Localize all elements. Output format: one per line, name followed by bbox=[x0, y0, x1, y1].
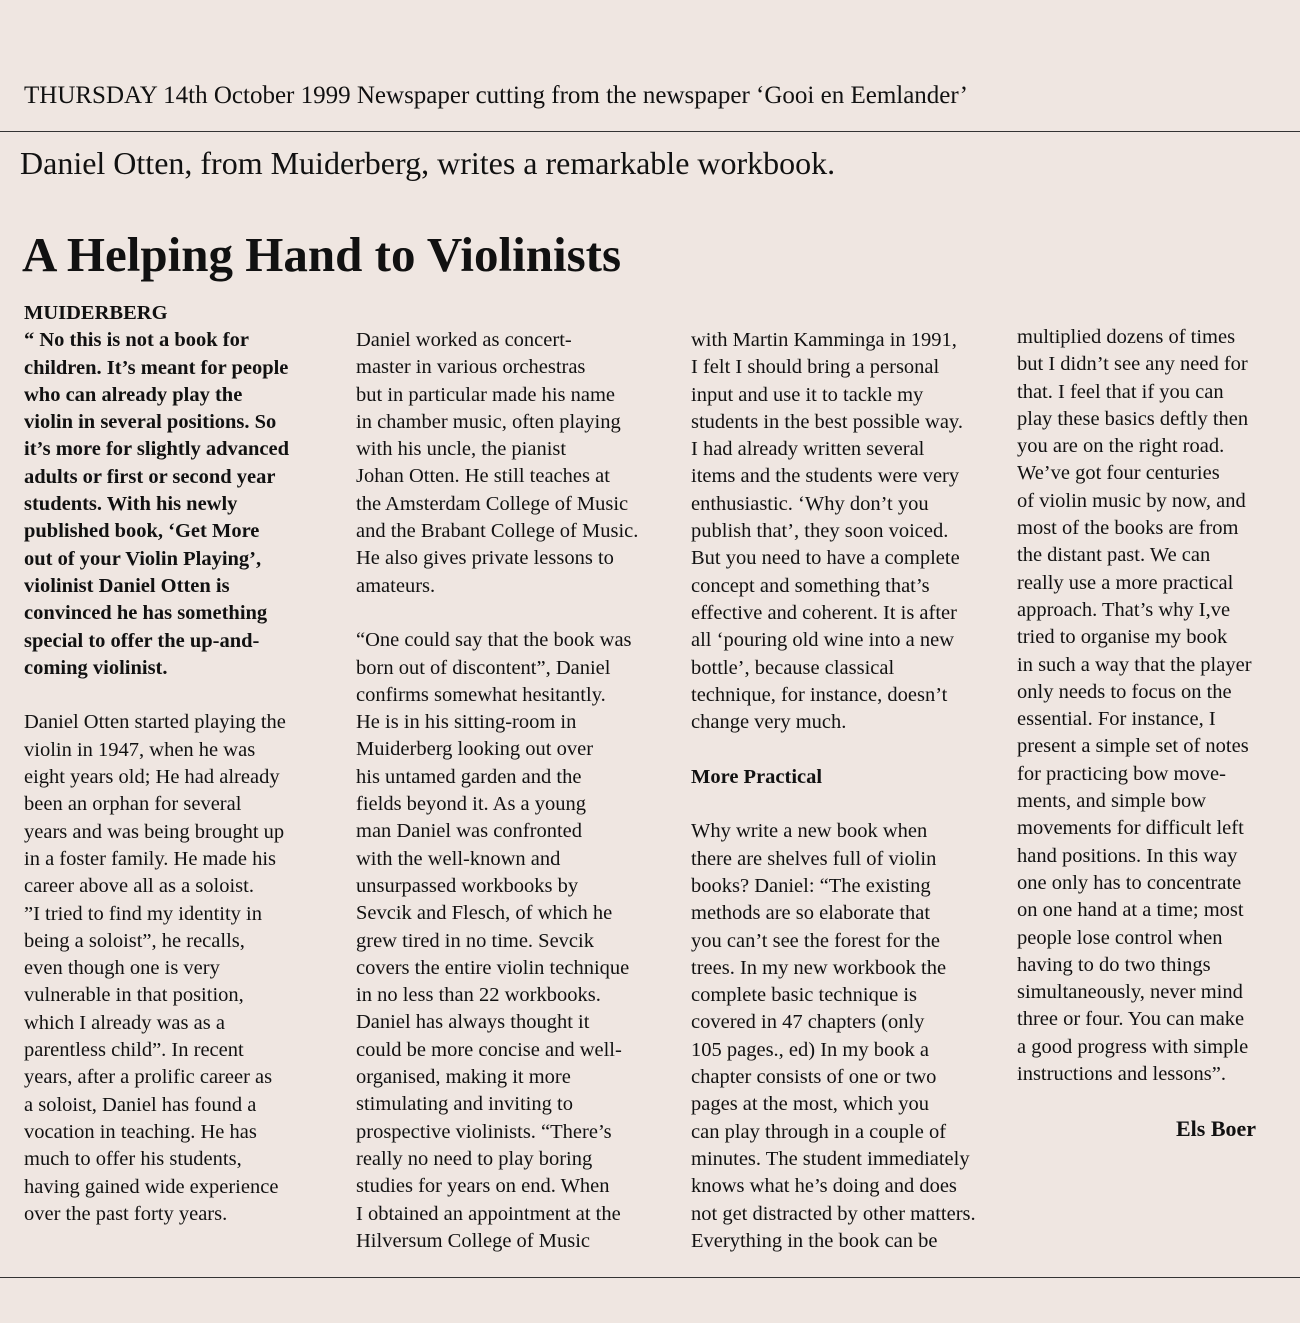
text-line: covered in 47 chapters (only bbox=[691, 1011, 925, 1034]
text-line: the distant past. We can bbox=[1017, 544, 1211, 567]
bold-text-line: More Practical bbox=[691, 765, 823, 788]
text-line: enthusiastic. ‘Why don’t you bbox=[691, 492, 929, 515]
text-line: Hilversum College of Music bbox=[356, 1229, 591, 1252]
text-line: vocation in teaching. He has bbox=[24, 1120, 257, 1143]
text-line: in a foster family. He made his bbox=[24, 847, 276, 870]
bold-text-line: violinist Daniel Otten is bbox=[24, 574, 230, 597]
text-line: essential. For instance, I bbox=[1017, 708, 1216, 731]
bold-text-line: published book, ‘Get More bbox=[24, 520, 260, 543]
text-line: amateurs. bbox=[356, 574, 436, 597]
text-line: Daniel Otten started playing the bbox=[24, 711, 286, 734]
text-line: We’ve got four centuries bbox=[1017, 462, 1220, 485]
text-line: 105 pages., ed) In my book a bbox=[691, 1038, 929, 1061]
paragraph-gap bbox=[356, 600, 638, 627]
text-line: Daniel worked as concert- bbox=[356, 329, 572, 351]
text-line: effective and coherent. It is after bbox=[691, 601, 957, 624]
text-line: of violin music by now, and bbox=[1017, 489, 1246, 512]
text-line: items and the students were very bbox=[691, 465, 960, 488]
text-line: But you need to have a complete bbox=[691, 547, 960, 570]
text-line: Why write a new book when bbox=[691, 820, 928, 843]
bold-text-line: “ No this is not a book for bbox=[24, 329, 249, 352]
headline: A Helping Hand to Violinists bbox=[22, 227, 622, 282]
text-line: having to do two things bbox=[1017, 953, 1211, 976]
text-line: you are on the right road. bbox=[1017, 435, 1225, 458]
text-line: for practicing bow move- bbox=[1017, 762, 1226, 785]
text-line: a soloist, Daniel has found a bbox=[24, 1093, 257, 1116]
text-line: eight years old; He had already bbox=[24, 766, 280, 789]
bold-text-line: convinced he has something bbox=[24, 602, 268, 625]
article-column-3 bbox=[691, 327, 976, 1255]
text-line: only needs to focus on the bbox=[1017, 680, 1232, 703]
text-line: Everything in the book can be bbox=[691, 1229, 938, 1252]
text-line: input and use it to tackle my bbox=[691, 383, 924, 406]
text-line: instructions and lessons”. bbox=[1017, 1063, 1226, 1086]
text-line: grew tired in no time. Sevcik bbox=[356, 929, 594, 952]
text-line: unsurpassed workbooks by bbox=[356, 874, 579, 897]
text-line: technique, for instance, doesn’t bbox=[691, 683, 948, 706]
bold-text-line: adults or first or second year bbox=[24, 465, 276, 488]
text-line: students in the best possible way. bbox=[691, 410, 963, 433]
text-line: ”I tried to find my identity in bbox=[24, 902, 262, 925]
text-line: all ‘pouring old wine into a new bbox=[691, 629, 955, 652]
text-line: present a simple set of notes bbox=[1017, 735, 1249, 758]
text-line: books? Daniel: “The existing bbox=[691, 874, 931, 897]
text-line: with the well-known and bbox=[356, 847, 561, 870]
text-line: been an orphan for several bbox=[24, 793, 242, 816]
text-line: can play through in a couple of bbox=[691, 1120, 947, 1143]
text-line: most of the books are from bbox=[1017, 517, 1239, 540]
text-line: but I didn’t see any need for bbox=[1017, 353, 1248, 376]
bold-text-line: students. With his newly bbox=[24, 493, 238, 516]
text-line: trees. In my new workbook the bbox=[691, 956, 947, 979]
text-line: vulnerable in that position, bbox=[24, 984, 244, 1007]
bold-text-line: MUIDERBERG bbox=[24, 302, 168, 324]
text-line: born out of discontent”, Daniel bbox=[356, 656, 611, 679]
text-line: there are shelves full of violin bbox=[691, 847, 937, 870]
text-line: Muiderberg looking out over bbox=[356, 738, 594, 761]
text-line: publish that’, they soon voiced. bbox=[691, 520, 949, 543]
text-line: with Martin Kamminga in 1991, bbox=[691, 329, 957, 351]
text-line: movements for difficult left bbox=[1017, 817, 1244, 840]
text-line: one only has to concentrate bbox=[1017, 871, 1242, 894]
text-line: simultaneously, never mind bbox=[1017, 981, 1243, 1004]
text-line: change very much. bbox=[691, 711, 847, 734]
top-rule bbox=[0, 131, 1300, 132]
text-line: He is in his sitting-room in bbox=[356, 711, 577, 734]
text-line: complete basic technique is bbox=[691, 984, 917, 1007]
text-line: being a soloist”, he recalls, bbox=[24, 929, 245, 952]
text-line: the Amsterdam College of Music bbox=[356, 492, 629, 515]
text-line: I obtained an appointment at the bbox=[356, 1202, 621, 1225]
paragraph-gap bbox=[691, 791, 976, 818]
bold-text-line: children. It’s meant for people bbox=[24, 356, 289, 379]
text-line: parentless child”. In recent bbox=[24, 1039, 244, 1062]
text-line: in no less than 22 workbooks. bbox=[356, 984, 601, 1007]
text-line: confirms somewhat hesitantly. bbox=[356, 683, 606, 706]
text-line: having gained wide experience bbox=[24, 1175, 279, 1198]
text-line: bottle’, because classical bbox=[691, 656, 895, 679]
text-line: even though one is very bbox=[24, 957, 220, 980]
text-line: multiplied dozens of times bbox=[1017, 326, 1236, 348]
paragraph-gap bbox=[691, 736, 976, 763]
text-line: studies for years on end. When bbox=[356, 1175, 610, 1198]
text-line: hand positions. In this way bbox=[1017, 844, 1238, 867]
text-line: tried to organise my book bbox=[1017, 626, 1228, 649]
text-line: master in various orchestras bbox=[356, 356, 586, 379]
subheadline: Daniel Otten, from Muiderberg, writes a remarkable workbook. bbox=[20, 145, 836, 181]
text-line: with his uncle, the pianist bbox=[356, 438, 567, 461]
text-line: but in particular made his name bbox=[356, 383, 616, 406]
bold-text-line: who can already play the bbox=[24, 383, 243, 406]
bottom-rule bbox=[0, 1277, 1300, 1278]
text-line: really use a more practical bbox=[1017, 571, 1234, 594]
text-line: knows what he’s doing and does bbox=[691, 1175, 957, 1198]
text-line: you can’t see the forest for the bbox=[691, 929, 940, 952]
text-line: I had already written several bbox=[691, 438, 925, 461]
text-line: over the past forty years. bbox=[24, 1202, 228, 1225]
text-line: years, after a prolific career as bbox=[24, 1066, 273, 1089]
text-line: He also gives private lessons to bbox=[356, 547, 614, 570]
text-line: methods are so elaborate that bbox=[691, 902, 931, 925]
bold-text-line: out of your Violin Playing’, bbox=[24, 547, 262, 570]
text-line: could be more concise and well- bbox=[356, 1038, 622, 1061]
text-line: Johan Otten. He still teaches at bbox=[356, 465, 610, 488]
article-column-1 bbox=[24, 300, 289, 1228]
paragraph-gap bbox=[24, 682, 289, 709]
text-line: his untamed garden and the bbox=[356, 765, 582, 788]
text-line: in such a way that the player bbox=[1017, 653, 1252, 676]
text-line: “One could say that the book was bbox=[356, 629, 632, 652]
text-line: not get distracted by other matters. bbox=[691, 1202, 976, 1225]
text-line: really no need to play boring bbox=[356, 1147, 593, 1170]
text-line: people lose control when bbox=[1017, 926, 1223, 949]
author-signature: Els Boer bbox=[1176, 1116, 1257, 1141]
bold-text-line: violin in several positions. So bbox=[24, 411, 277, 434]
text-line: fields beyond it. As a young bbox=[356, 793, 587, 816]
text-line: prospective violinists. “There’s bbox=[356, 1120, 612, 1143]
bold-text-line: special to offer the up-and- bbox=[24, 629, 260, 652]
text-line: stimulating and inviting to bbox=[356, 1093, 573, 1116]
text-line: approach. That’s why I,ve bbox=[1017, 598, 1231, 621]
article-column-4 bbox=[1017, 324, 1252, 1088]
text-line: covers the entire violin technique bbox=[356, 956, 630, 979]
text-line: and the Brabant College of Music. bbox=[356, 520, 639, 543]
text-line: much to offer his students, bbox=[24, 1148, 242, 1171]
text-line: a good progress with simple bbox=[1017, 1035, 1249, 1058]
text-line: years and was being brought up bbox=[24, 820, 285, 843]
text-line: organised, making it more bbox=[356, 1066, 571, 1089]
text-line: on one hand at a time; most bbox=[1017, 899, 1244, 922]
text-line: pages at the most, which you bbox=[691, 1093, 929, 1116]
text-line: career above all as a soloist. bbox=[24, 875, 254, 898]
bold-text-line: coming violinist. bbox=[24, 656, 168, 679]
article-column-2 bbox=[356, 327, 638, 1255]
text-line: play these basics deftly then bbox=[1017, 407, 1249, 430]
text-line: in chamber music, often playing bbox=[356, 410, 621, 433]
text-line: chapter consists of one or two bbox=[691, 1066, 937, 1089]
text-line: which I already was as a bbox=[24, 1011, 225, 1034]
text-line: three or four. You can make bbox=[1017, 1008, 1245, 1031]
bold-text-line: it’s more for slightly advanced bbox=[24, 438, 289, 461]
text-line: concept and something that’s bbox=[691, 574, 930, 597]
text-line: minutes. The student immediately bbox=[691, 1147, 970, 1170]
text-line: violin in 1947, when he was bbox=[24, 738, 256, 761]
text-line: ments, and simple bow bbox=[1017, 790, 1207, 813]
text-line: I felt I should bring a personal bbox=[691, 356, 940, 379]
dateline: THURSDAY 14th October 1999 Newspaper cutting from the newspaper ‘Gooi en Eemlander’ bbox=[24, 82, 968, 109]
text-line: that. I feel that if you can bbox=[1017, 380, 1224, 403]
text-line: Daniel has always thought it bbox=[356, 1011, 590, 1034]
text-line: man Daniel was confronted bbox=[356, 820, 582, 843]
text-line: Sevcik and Flesch, of which he bbox=[356, 902, 613, 925]
